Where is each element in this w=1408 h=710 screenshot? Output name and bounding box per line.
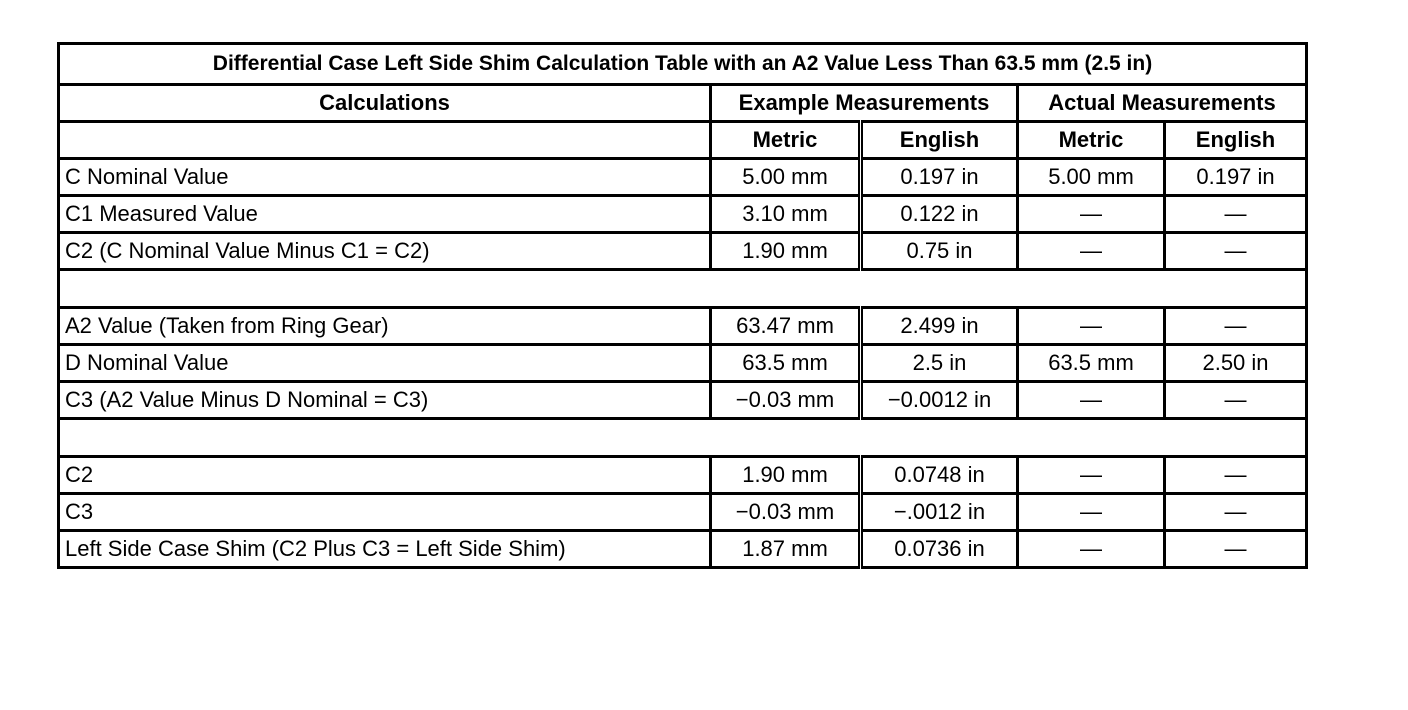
table-row — [59, 308, 1307, 345]
example-english-value: 0.0736 in — [861, 531, 1018, 568]
actual-english-value: — — [1165, 494, 1307, 531]
actual-english-value: — — [1165, 233, 1307, 270]
example-english-value: 0.122 in — [861, 196, 1018, 233]
empty-header-cell — [59, 122, 711, 159]
example-metric-value: 5.00 mm — [711, 159, 861, 196]
actual-english-value: — — [1165, 457, 1307, 494]
table-row — [59, 345, 1307, 382]
example-english-value: 2.5 in — [861, 345, 1018, 382]
example-metric-value: 1.90 mm — [711, 457, 861, 494]
calculations-header: Calculations — [59, 85, 711, 122]
actual-english-value: — — [1165, 196, 1307, 233]
group-header-row — [59, 85, 1307, 122]
row-label: C2 (C Nominal Value Minus C1 = C2) — [59, 233, 711, 270]
example-metric-value: −0.03 mm — [711, 382, 861, 419]
example-english-value: 0.0748 in — [861, 457, 1018, 494]
actual-metric-value: — — [1018, 233, 1165, 270]
blank-separator-cell — [59, 419, 1307, 457]
table-row — [59, 159, 1307, 196]
actual-english-header: English — [1165, 122, 1307, 159]
actual-english-value: — — [1165, 308, 1307, 345]
table-row — [59, 233, 1307, 270]
actual-measurements-header: Actual Measurements — [1018, 85, 1307, 122]
actual-english-value: 0.197 in — [1165, 159, 1307, 196]
unit-header-row — [59, 122, 1307, 159]
example-metric-value: 3.10 mm — [711, 196, 861, 233]
example-metric-value: 1.87 mm — [711, 531, 861, 568]
actual-metric-value: — — [1018, 382, 1165, 419]
actual-metric-value: 63.5 mm — [1018, 345, 1165, 382]
example-english-value: 0.75 in — [861, 233, 1018, 270]
row-label: A2 Value (Taken from Ring Gear) — [59, 308, 711, 345]
title-row — [59, 44, 1307, 85]
example-metric-value: 63.47 mm — [711, 308, 861, 345]
actual-english-value: 2.50 in — [1165, 345, 1307, 382]
actual-metric-value: — — [1018, 531, 1165, 568]
row-label: Left Side Case Shim (C2 Plus C3 = Left Side Shim) — [59, 531, 711, 568]
table-row — [59, 382, 1307, 419]
table-title: Differential Case Left Side Shim Calculation Table with an A2 Value Less Than 63.5 mm (2.5 in) — [59, 44, 1307, 85]
example-english-value: −.0012 in — [861, 494, 1018, 531]
actual-metric-value: — — [1018, 494, 1165, 531]
blank-separator-row — [59, 270, 1307, 308]
actual-metric-value: — — [1018, 457, 1165, 494]
example-english-header: English — [861, 122, 1018, 159]
table-row — [59, 196, 1307, 233]
example-english-value: 2.499 in — [861, 308, 1018, 345]
actual-metric-value: — — [1018, 308, 1165, 345]
row-label: C Nominal Value — [59, 159, 711, 196]
table-row — [59, 494, 1307, 531]
example-metric-value: 63.5 mm — [711, 345, 861, 382]
example-english-value: −0.0012 in — [861, 382, 1018, 419]
blank-separator-cell — [59, 270, 1307, 308]
actual-english-value: — — [1165, 382, 1307, 419]
actual-metric-value: — — [1018, 196, 1165, 233]
actual-metric-value: 5.00 mm — [1018, 159, 1165, 196]
row-label: C3 (A2 Value Minus D Nominal = C3) — [59, 382, 711, 419]
blank-separator-row — [59, 419, 1307, 457]
example-metric-value: 1.90 mm — [711, 233, 861, 270]
row-label: C2 — [59, 457, 711, 494]
shim-calculation-table — [57, 42, 1308, 569]
example-measurements-header: Example Measurements — [711, 85, 1018, 122]
example-metric-header: Metric — [711, 122, 861, 159]
table-row — [59, 457, 1307, 494]
row-label: D Nominal Value — [59, 345, 711, 382]
example-metric-value: −0.03 mm — [711, 494, 861, 531]
actual-metric-header: Metric — [1018, 122, 1165, 159]
row-label: C1 Measured Value — [59, 196, 711, 233]
actual-english-value: — — [1165, 531, 1307, 568]
row-label: C3 — [59, 494, 711, 531]
example-english-value: 0.197 in — [861, 159, 1018, 196]
table-row — [59, 531, 1307, 568]
